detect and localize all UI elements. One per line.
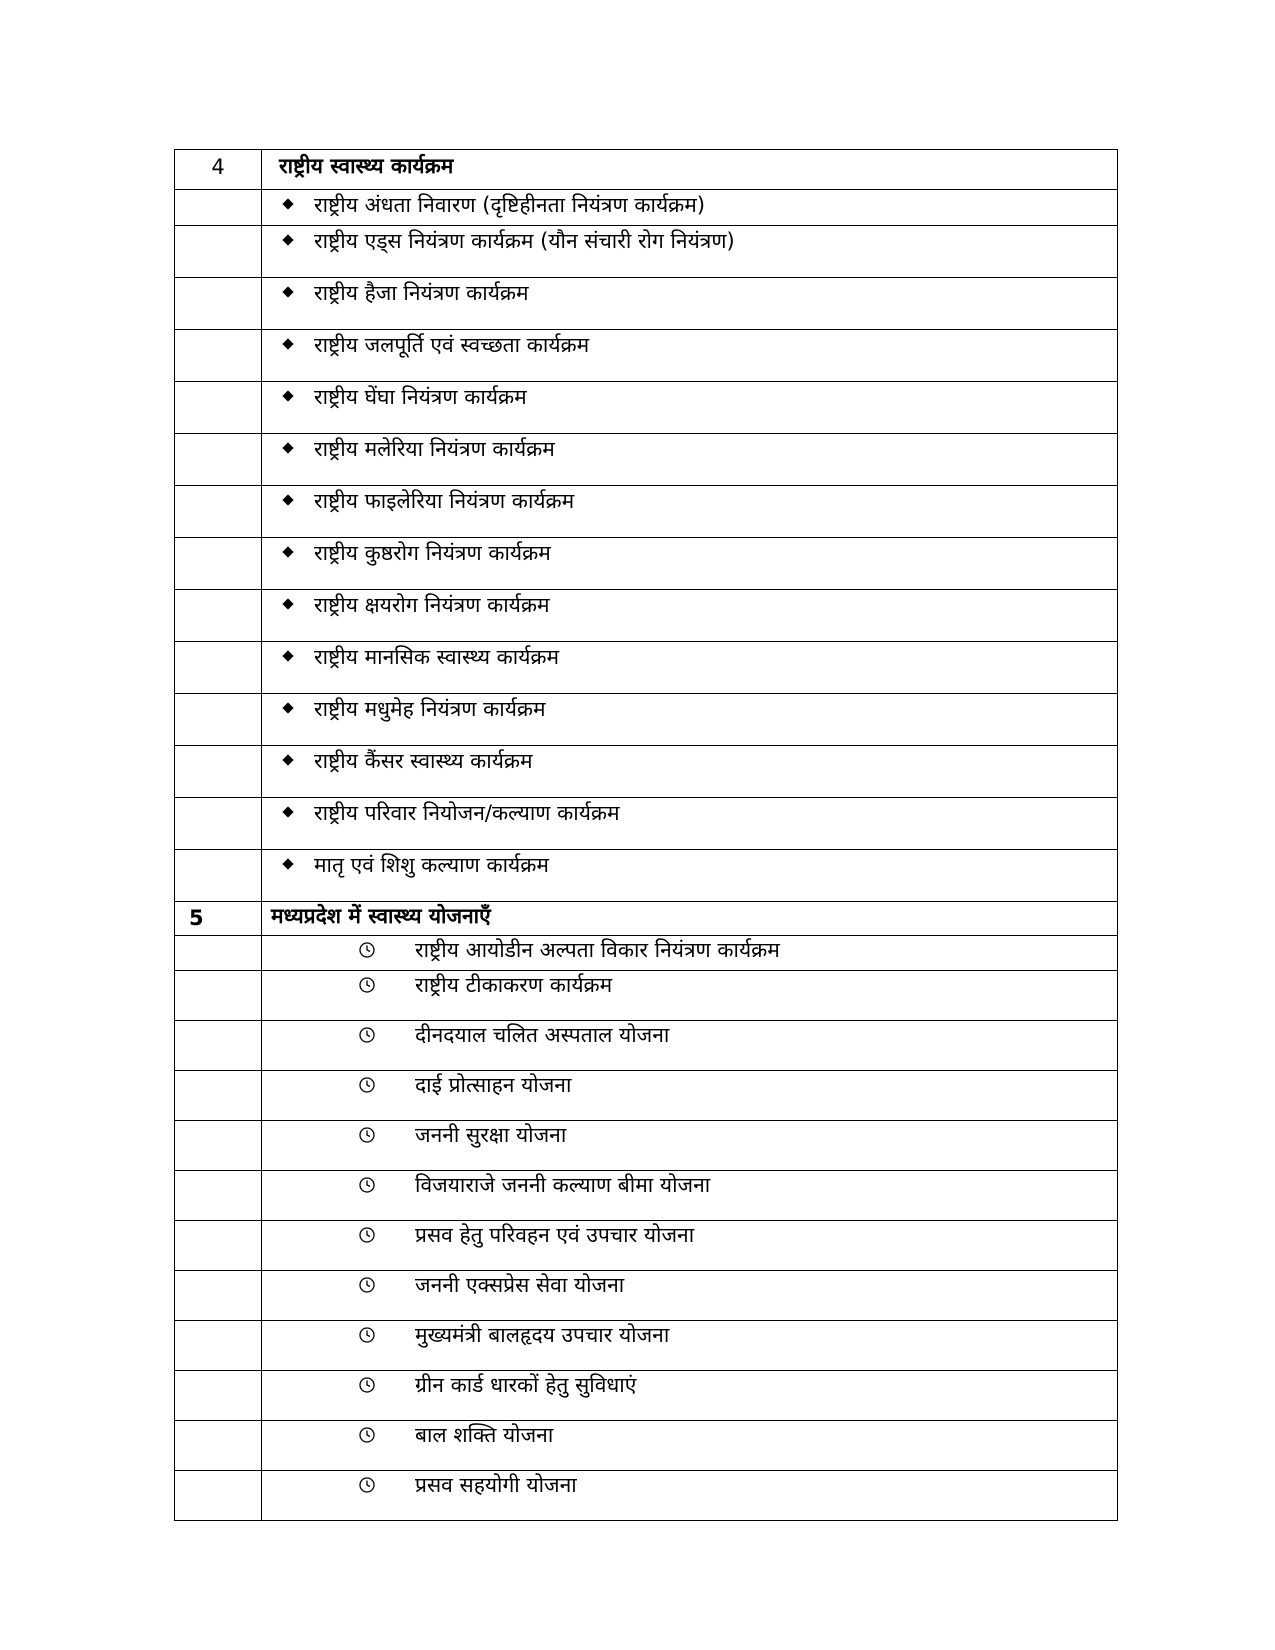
list-item-text: मातृ एवं शिशु कल्याण कार्यक्रम — [314, 853, 549, 877]
empty-number-cell — [175, 1421, 262, 1471]
empty-number-cell — [175, 1321, 262, 1371]
list-item — [262, 486, 1118, 538]
list-item — [262, 798, 1118, 850]
empty-number-cell — [175, 1121, 262, 1171]
list-item-row — [175, 971, 1118, 1021]
list-item — [262, 278, 1118, 330]
list-item-text: विजयाराजे जननी कल्याण बीमा योजना — [415, 1173, 711, 1197]
empty-number-cell — [175, 1471, 262, 1521]
list-item — [262, 330, 1118, 382]
list-item — [262, 190, 1118, 226]
syllabus-table-body — [175, 150, 1118, 1521]
list-item-row — [175, 1371, 1118, 1421]
list-item — [262, 1221, 1118, 1271]
list-item-row — [175, 746, 1118, 798]
list-item-row — [175, 538, 1118, 590]
diamond-bullet-icon — [282, 702, 293, 713]
list-item-text: दीनदयाल चलित अस्पताल योजना — [415, 1023, 670, 1047]
list-item-text: राष्ट्रीय टीकाकरण कार्यक्रम — [415, 973, 613, 997]
list-item-text: राष्ट्रीय मधुमेह नियंत्रण कार्यक्रम — [314, 697, 546, 721]
empty-number-cell — [175, 486, 262, 538]
list-item — [262, 538, 1118, 590]
clock-bullet-icon — [359, 1227, 375, 1243]
empty-number-cell — [175, 798, 262, 850]
list-item-text: जननी एक्सप्रेस सेवा योजना — [415, 1273, 625, 1297]
list-item — [262, 1371, 1118, 1421]
diamond-bullet-icon — [282, 390, 293, 401]
empty-number-cell — [175, 382, 262, 434]
list-item-row — [175, 278, 1118, 330]
list-item-row — [175, 850, 1118, 902]
list-item — [262, 694, 1118, 746]
diamond-bullet-icon — [282, 286, 293, 297]
list-item-row — [175, 1121, 1118, 1171]
list-item-row — [175, 1321, 1118, 1371]
list-item — [262, 1171, 1118, 1221]
list-item — [262, 226, 1118, 278]
clock-bullet-icon — [359, 1177, 375, 1193]
empty-number-cell — [175, 330, 262, 382]
list-item — [262, 1321, 1118, 1371]
clock-bullet-icon — [359, 1127, 375, 1143]
list-item-row — [175, 1071, 1118, 1121]
list-item-row — [175, 694, 1118, 746]
section-title: राष्ट्रीय स्वास्थ्य कार्यक्रम — [262, 150, 1118, 190]
diamond-bullet-icon — [282, 754, 293, 765]
list-item-row — [175, 330, 1118, 382]
list-item — [262, 1071, 1118, 1121]
list-item-row — [175, 1421, 1118, 1471]
list-item-row — [175, 382, 1118, 434]
empty-number-cell — [175, 1271, 262, 1321]
diamond-bullet-icon — [282, 234, 293, 245]
clock-bullet-icon — [359, 942, 375, 958]
diamond-bullet-icon — [282, 494, 293, 505]
diamond-bullet-icon — [282, 806, 293, 817]
list-item-text: राष्ट्रीय हैजा नियंत्रण कार्यक्रम — [314, 281, 529, 305]
list-item — [262, 434, 1118, 486]
diamond-bullet-icon — [282, 442, 293, 453]
empty-number-cell — [175, 642, 262, 694]
list-item-text: राष्ट्रीय कैंसर स्वास्थ्य कार्यक्रम — [314, 749, 533, 773]
list-item-text: प्रसव सहयोगी योजना — [415, 1473, 577, 1497]
section-title: मध्यप्रदेश में स्वास्थ्य योजनाएँ — [262, 902, 1118, 936]
list-item-text: राष्ट्रीय आयोडीन अल्पता विकार नियंत्रण कार्यक्रम — [415, 938, 780, 962]
list-item-row — [175, 486, 1118, 538]
list-item-text: जननी सुरक्षा योजना — [415, 1123, 567, 1147]
list-item-row — [175, 434, 1118, 486]
list-item — [262, 746, 1118, 798]
list-item — [262, 382, 1118, 434]
list-item-text: राष्ट्रीय एड्स नियंत्रण कार्यक्रम (यौन संचारी रोग नियंत्रण) — [314, 229, 735, 253]
list-item-row — [175, 590, 1118, 642]
list-item-row — [175, 1021, 1118, 1071]
list-item-text: राष्ट्रीय मानसिक स्वास्थ्य कार्यक्रम — [314, 645, 560, 669]
list-item-text: राष्ट्रीय कुष्ठरोग नियंत्रण कार्यक्रम — [314, 541, 551, 565]
clock-bullet-icon — [359, 1277, 375, 1293]
clock-bullet-icon — [359, 1027, 375, 1043]
list-item — [262, 1471, 1118, 1521]
list-item-text: बाल शक्ति योजना — [415, 1423, 554, 1447]
list-item-row — [175, 1171, 1118, 1221]
empty-number-cell — [175, 278, 262, 330]
empty-number-cell — [175, 694, 262, 746]
clock-bullet-icon — [359, 977, 375, 993]
list-item — [262, 1121, 1118, 1171]
clock-bullet-icon — [359, 1077, 375, 1093]
list-item-row — [175, 798, 1118, 850]
list-item-row — [175, 1221, 1118, 1271]
empty-number-cell — [175, 850, 262, 902]
syllabus-table — [174, 149, 1118, 1521]
list-item-row — [175, 226, 1118, 278]
clock-bullet-icon — [359, 1427, 375, 1443]
empty-number-cell — [175, 1371, 262, 1421]
diamond-bullet-icon — [282, 858, 293, 869]
list-item-text: दाई प्रोत्साहन योजना — [415, 1073, 572, 1097]
list-item-text: राष्ट्रीय फाइलेरिया नियंत्रण कार्यक्रम — [314, 489, 575, 513]
clock-bullet-icon — [359, 1327, 375, 1343]
diamond-bullet-icon — [282, 338, 293, 349]
empty-number-cell — [175, 1071, 262, 1121]
empty-number-cell — [175, 538, 262, 590]
list-item-text: राष्ट्रीय क्षयरोग नियंत्रण कार्यक्रम — [314, 593, 550, 617]
section-number: 4 — [175, 150, 262, 190]
empty-number-cell — [175, 226, 262, 278]
empty-number-cell — [175, 590, 262, 642]
diamond-bullet-icon — [282, 546, 293, 557]
list-item-row — [175, 1471, 1118, 1521]
list-item-text: मुख्यमंत्री बालहृदय उपचार योजना — [415, 1323, 670, 1347]
empty-number-cell — [175, 1221, 262, 1271]
diamond-bullet-icon — [282, 598, 293, 609]
empty-number-cell — [175, 1021, 262, 1071]
section-5-header-row — [175, 902, 1118, 936]
list-item — [262, 642, 1118, 694]
list-item-text: प्रसव हेतु परिवहन एवं उपचार योजना — [415, 1223, 695, 1247]
list-item-text: राष्ट्रीय मलेरिया नियंत्रण कार्यक्रम — [314, 437, 555, 461]
empty-number-cell — [175, 936, 262, 971]
list-item — [262, 936, 1118, 971]
list-item-row — [175, 642, 1118, 694]
list-item-text: ग्रीन कार्ड धारकों हेतु सुविधाएं — [415, 1373, 637, 1397]
list-item — [262, 1421, 1118, 1471]
list-item — [262, 590, 1118, 642]
clock-bullet-icon — [359, 1377, 375, 1393]
section-number: 5 — [175, 902, 262, 936]
empty-number-cell — [175, 971, 262, 1021]
list-item-text: राष्ट्रीय जलपूर्ति एवं स्वच्छता कार्यक्रम — [314, 333, 590, 357]
list-item-text: राष्ट्रीय अंधता निवारण (दृष्टिहीनता नियंत्रण कार्यक्रम) — [314, 193, 706, 217]
list-item-row — [175, 190, 1118, 226]
list-item — [262, 971, 1118, 1021]
clock-bullet-icon — [359, 1477, 375, 1493]
list-item-row — [175, 936, 1118, 971]
empty-number-cell — [175, 1171, 262, 1221]
list-item-row — [175, 1271, 1118, 1321]
list-item — [262, 850, 1118, 902]
empty-number-cell — [175, 434, 262, 486]
list-item-text: राष्ट्रीय घेंघा नियंत्रण कार्यक्रम — [314, 385, 527, 409]
diamond-bullet-icon — [282, 198, 293, 209]
section-4-header-row — [175, 150, 1118, 190]
list-item-text: राष्ट्रीय परिवार नियोजन/कल्याण कार्यक्रम — [314, 801, 620, 825]
diamond-bullet-icon — [282, 650, 293, 661]
list-item — [262, 1021, 1118, 1071]
empty-number-cell — [175, 746, 262, 798]
empty-number-cell — [175, 190, 262, 226]
list-item — [262, 1271, 1118, 1321]
